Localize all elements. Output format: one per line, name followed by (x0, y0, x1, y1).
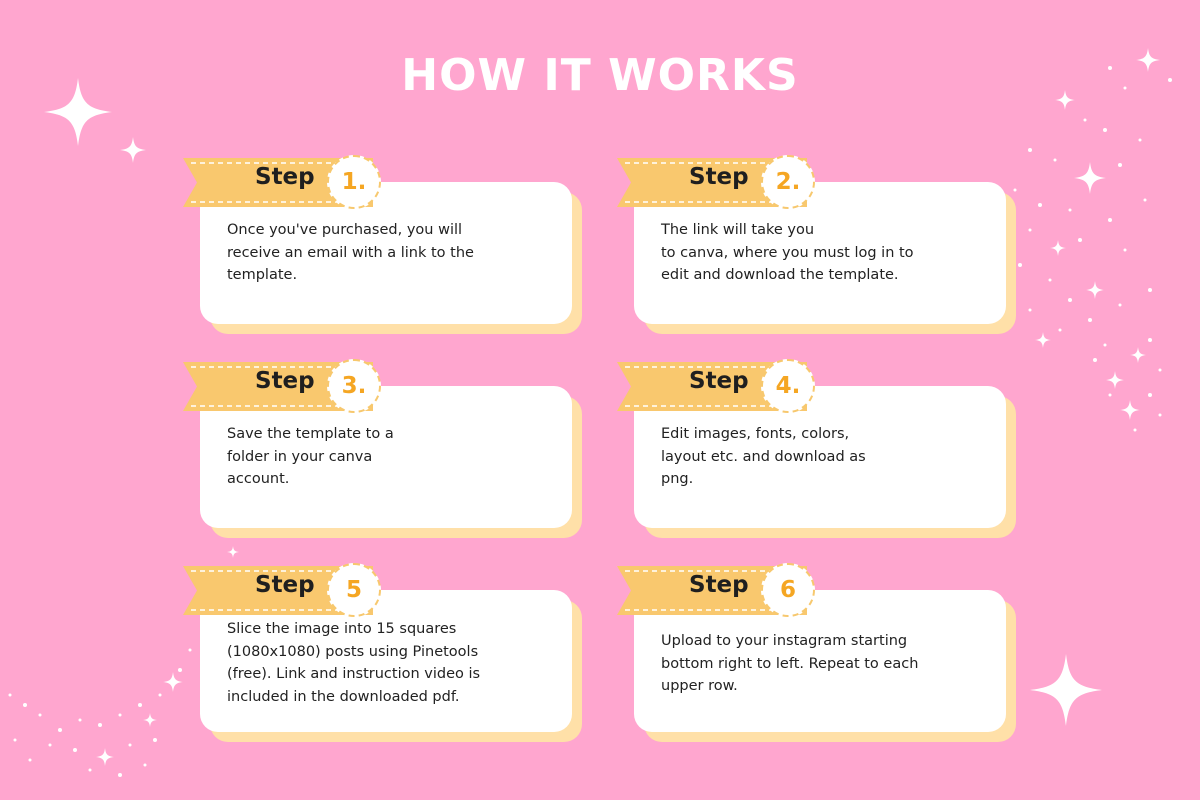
sparkle-icon (1130, 347, 1146, 363)
step-card-1 (200, 155, 620, 345)
step-description: Slice the image into 15 squares (1080x1080) posts using Pinetools (free). Link and instruction video is included in the downloaded pdf. (227, 621, 481, 705)
step-label: Step (689, 164, 749, 190)
sparkle-icon (1086, 281, 1104, 299)
step-description: Save the template to a folder in your canva account. (227, 426, 394, 487)
step-number-badge (327, 359, 381, 413)
step-description: Edit images, fonts, colors, layout etc. and download as png. (661, 426, 866, 487)
sparkle-icon (1074, 162, 1106, 194)
page-title: HOW IT WORKS (401, 50, 799, 101)
step-number: 3. (341, 373, 367, 399)
sparkle-icon (1120, 400, 1140, 420)
step-number-badge (761, 563, 815, 617)
step-card-6 (634, 563, 1054, 753)
step-description: Once you've purchased, you will receive an email with a link to the template. (227, 222, 474, 283)
step-description: Upload to your instagram starting bottom right to left. Repeat to each upper row. (661, 633, 919, 694)
step-number: 5 (345, 577, 362, 603)
step-label: Step (689, 368, 749, 394)
step-number: 1. (341, 169, 367, 195)
step-card-2 (634, 155, 1054, 345)
step-label: Step (255, 164, 315, 190)
step-number: 6 (779, 577, 796, 603)
step-number-badge (761, 359, 815, 413)
step-label: Step (689, 572, 749, 598)
step-card-3 (200, 359, 620, 549)
step-number-badge (327, 563, 381, 617)
sparkle-icon (143, 713, 157, 727)
step-card-5 (200, 563, 620, 753)
step-number: 2. (775, 169, 801, 195)
sparkle-icon (96, 748, 114, 766)
step-number-badge (761, 155, 815, 209)
sparkle-icon (1106, 371, 1124, 389)
sparkle-icon (120, 137, 146, 163)
step-label: Step (255, 368, 315, 394)
step-number: 4. (775, 373, 801, 399)
step-number-badge (327, 155, 381, 209)
step-card-4 (634, 359, 1054, 549)
sparkle-icon (163, 672, 183, 692)
step-label: Step (255, 572, 315, 598)
step-description: The link will take you to canva, where you must log in to edit and download the template. (661, 222, 914, 283)
